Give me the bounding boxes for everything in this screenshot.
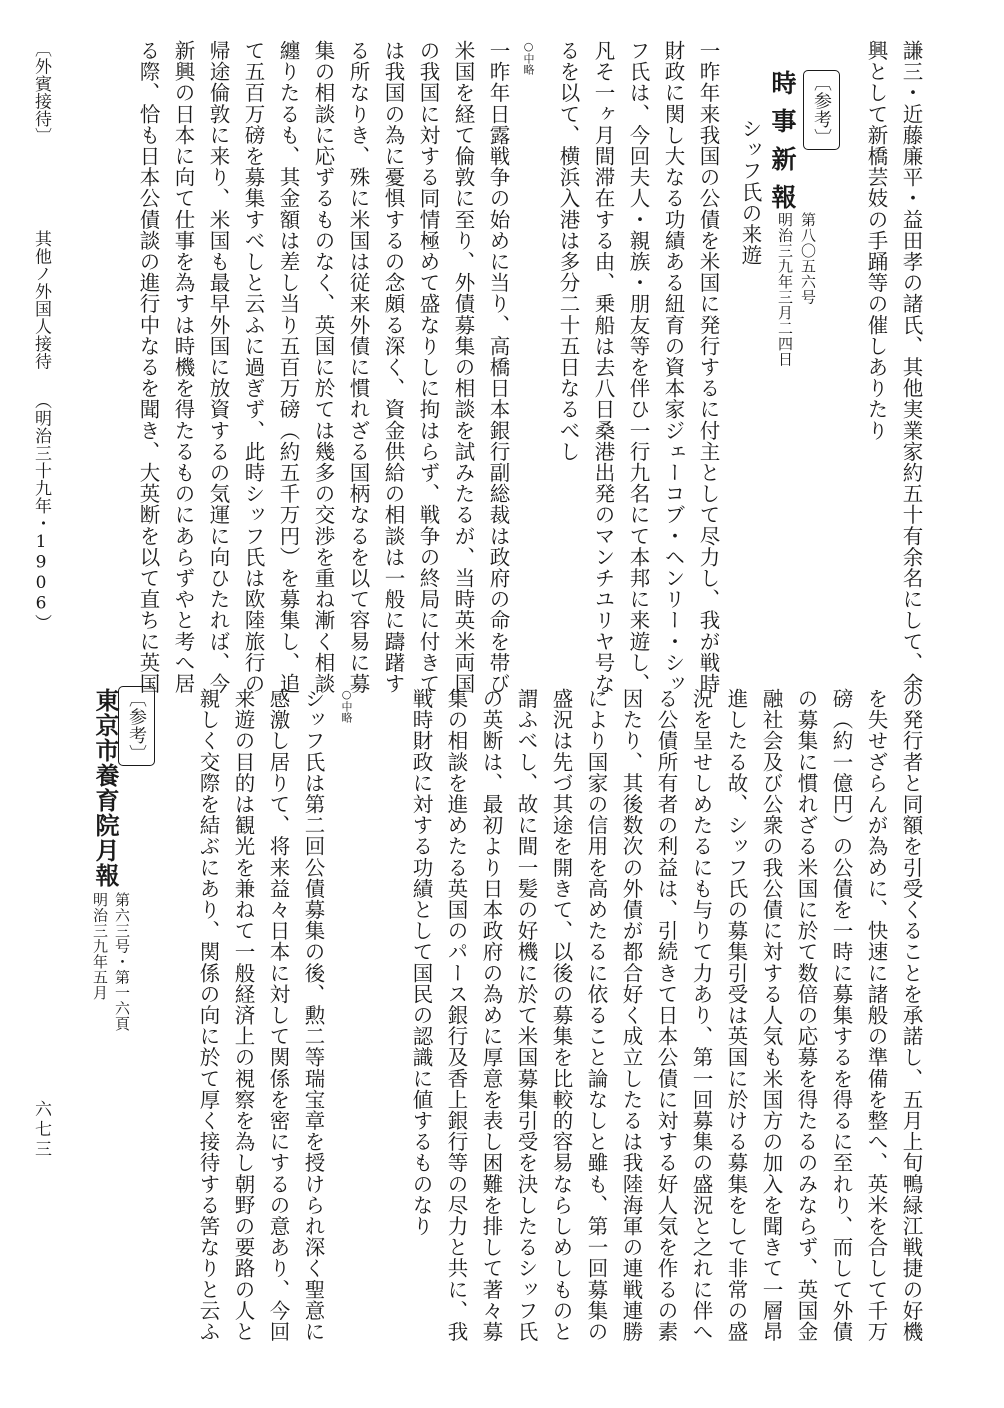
intro-line-1: 謙三・近藤廉平・益田孝の諸氏、其他実業家約五十有余名にして、余 <box>899 40 923 695</box>
source-title: 東京市養育院月報 <box>91 688 120 888</box>
article-3-line: 磅（約一億円）の公債を一時に募集するを得るに至れり、而して外債 <box>829 688 853 1343</box>
article-3-line: の募集に慣れざる米国に於て数倍の応募を得たるのみならず、英国金 <box>794 688 818 1343</box>
article-1-line: フ氏は、今回夫人・親族・朋友等を伴ひ一行九名にて本邦に来遊し、 <box>626 40 650 695</box>
article-1-line: 一昨年来我国の公債を米国に発行するに付主として尽力し、我が戦時 <box>696 40 720 695</box>
page-number: 六七三 <box>31 1100 51 1160</box>
article-3-line: 戦時財政に対する功績として国民の認識に値するものなり <box>409 688 433 1237</box>
article-3-line: る公債所有者の利益は、引続きて日本公債に対する好人気を作るの素 <box>654 688 678 1343</box>
article-2-line: る際、恰も日本公債談の進行中なるを聞き、大英断を以て直ちに英国 <box>136 40 160 695</box>
source-tag <box>118 686 155 772</box>
article-1-line: 財政に関し大なる功績ある紐育の資本家ジェーコブ・ヘンリー・シッ <box>661 40 685 695</box>
article-2-line: 新興の日本に向て仕事を為すは時機を得たるものにあらずやと考へ居 <box>171 40 195 695</box>
article-3-line: の発行者と同額を引受くることを承諾し、五月上旬鴨緑江戦捷の好機 <box>899 688 923 1343</box>
footer-era: （明治三十九年・1906） <box>31 392 51 632</box>
article-2-line: は我国の為に憂惧するの念頗る深く、資金供給の相談は一般に躊躇す <box>381 40 405 695</box>
reference-tag: 〔参考〕 <box>803 70 840 150</box>
article-3-line: 融社会及び公衆の我公債に対する人気も米国方の加入を聞きて一層昂 <box>759 688 783 1343</box>
source-issue: 第六三号・第一六頁 <box>113 892 131 1032</box>
article-2-line: 纏りたるも、其金額は差し当り五百万磅（約五千万円）を募集し、追 <box>276 40 300 695</box>
source-title: 時事新報 <box>768 70 797 222</box>
article-3-line: 盛況は先づ其途を開きて、以後の募集を比較的容易ならしめしものと <box>549 688 573 1343</box>
article-2-line: の我国に対する同情極めて盛なりしに拘はらず、戦争の終局に付きて <box>416 40 440 695</box>
article-2-line: て五百万磅を募集すべしと云ふに過ぎず、此時シッフ氏は欧陸旅行の <box>241 40 265 695</box>
intro-line-2: 興として新橋芸妓の手踊等の催しありたり <box>864 40 888 441</box>
article-3-line: 況を呈せしめたるにも与りて力あり、第一回募集の盛況と之れに伴へ <box>689 688 713 1343</box>
article-4-line: 親しく交際を結ぶにあり、関係の向に於て厚く接待する筈なりと云ふ <box>196 688 220 1343</box>
article-2-line: 帰途倫敦に来り、米国も最早外国に放資するの気運に向ひたれば、今 <box>206 40 230 695</box>
omission-mark: ○中略 <box>340 688 353 723</box>
footer-subsection: 其他ノ外国人接待 <box>31 230 51 370</box>
article-3-line: 集の相談を進めたる英国のパース銀行及香上銀行等の尽力と共に、我 <box>444 688 468 1343</box>
article-3-line: 進したる故、シッフ氏の募集引受は英国に於ける募集をして非常の盛 <box>724 688 748 1343</box>
article-3-line: により国家の信用を高めたるに依ること論なしと雖も、第一回募集の <box>584 688 608 1343</box>
reference-tag: 〔参考〕 <box>118 686 155 766</box>
article-4-line: シッフ氏は第二回公債募集の後、勲二等瑞宝章を授けられ深く聖意に <box>301 688 325 1343</box>
article-3-line: 謂ふべし、故に間一髪の好機に於て米国募集引受を決したるシッフ氏 <box>514 688 538 1343</box>
article-2-line: 集の相談に応ずるものなく、英国に於ては幾多の交渉を重ね漸く相談 <box>311 40 335 695</box>
article-2-line: る所なりき、殊に米国は従来外債に慣れざる国柄なるを以て容易に募 <box>346 40 370 695</box>
article-3-line: の英断は、最初より日本政府の為めに厚意を表し困難を排して著々募 <box>479 688 503 1343</box>
source-tag <box>803 70 840 156</box>
article-1-line: 凡そ一ヶ月間滞在する由、乗船は去八日桑港出発のマンチユリヤ号な <box>591 40 615 695</box>
article-2-line: 米国を経て倫敦に至り、外債募集の相談を試みたるが、当時英米両国 <box>451 40 475 695</box>
article-2-line: 一昨年日露戦争の始めに当り、高橋日本銀行副総裁は政府の命を帯び <box>486 40 510 695</box>
headline: シッフ氏の来遊 <box>738 118 762 266</box>
omission-mark: ○中略 <box>522 40 535 75</box>
source-date: 明治三九年三月二四日 <box>776 212 794 367</box>
article-4-line: 感激し居りて、将来益々日本に対して関係を密にするの意あり、今回 <box>266 688 290 1343</box>
article-3-line: を失せざらんが為めに、快速に諸般の準備を整へ、英米を合して千万 <box>864 688 888 1343</box>
article-1-line: るを以て、横浜入港は多分二十五日なるべし <box>556 40 580 462</box>
footer-section: 〔外賓接待〕 <box>31 40 51 145</box>
source-date: 明治三九年五月 <box>91 892 109 1001</box>
source-issue: 第八〇五六号 <box>799 212 817 305</box>
article-3-line: 因たり、其後数次の外債が都合好く成立したるは我陸海軍の連戦連勝 <box>619 688 643 1343</box>
article-4-line: 来遊の目的は観光を兼ねて一般経済上の視察を為し朝野の要路の人と <box>231 688 255 1343</box>
